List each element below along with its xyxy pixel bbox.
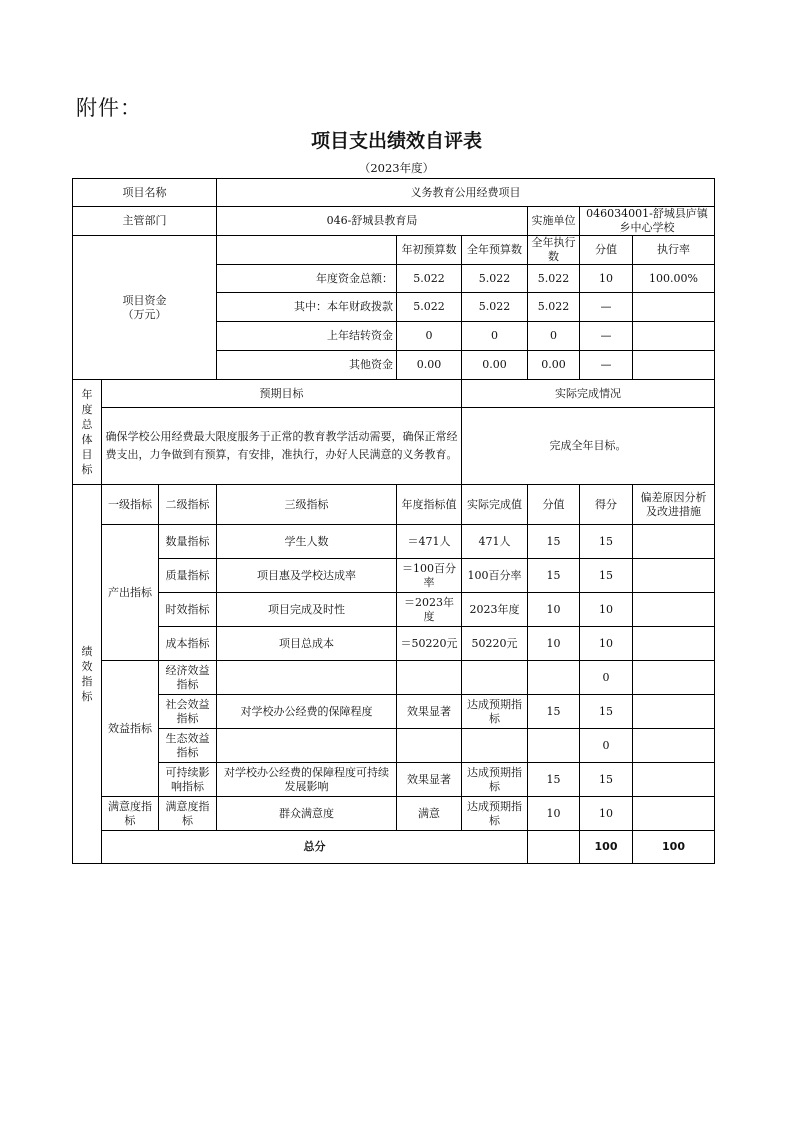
target-cell: [397, 729, 462, 763]
level3-cell: [217, 661, 397, 695]
target-cell: ＝471人: [397, 525, 462, 559]
indicator-row: [73, 559, 715, 593]
funds-row-label: 其中：本年财政拨款: [217, 293, 397, 322]
actual-result-text: 完成全年目标。: [462, 408, 715, 485]
indicator-header: 偏差原因分析及改进措施: [633, 485, 715, 525]
value-cell: 15: [528, 559, 580, 593]
reason-cell: [633, 729, 715, 763]
funds-header: 年初预算数: [397, 236, 462, 265]
funds-row-label: 年度资金总额：: [217, 265, 397, 293]
funds-init: 0: [397, 322, 462, 351]
indicator-header: 二级指标: [159, 485, 217, 525]
reason-cell: [633, 593, 715, 627]
funds-rate: [633, 293, 715, 322]
indicator-row: [73, 695, 715, 729]
funds-rate: [633, 351, 715, 380]
indicator-row: [73, 661, 715, 695]
actual-cell: 2023年度: [462, 593, 528, 627]
actual-cell: 达成预期指标: [462, 797, 528, 831]
value-cell: [528, 729, 580, 763]
level3-cell: [217, 729, 397, 763]
indicator-row: [73, 797, 715, 831]
reason-cell: [633, 763, 715, 797]
total-score: 100: [633, 831, 715, 864]
funds-rate: [633, 322, 715, 351]
funds-init: 0.00: [397, 351, 462, 380]
actual-cell: 471人: [462, 525, 528, 559]
funds-header: 执行率: [633, 236, 715, 265]
project-name-value: 义务教育公用经费项目: [217, 179, 715, 207]
target-cell: 效果显著: [397, 763, 462, 797]
level2-cell: 时效指标: [159, 593, 217, 627]
target-cell: ＝100百分率: [397, 559, 462, 593]
goals-side-label: 年度总体目标: [73, 380, 102, 485]
expected-goal-header: 预期目标: [102, 380, 462, 408]
value-cell: 10: [528, 797, 580, 831]
dept-label: 主管部门: [73, 207, 217, 236]
score-cell: 0: [580, 661, 633, 695]
level2-cell: 满意度指标: [159, 797, 217, 831]
output-indicator-label: 产出指标: [102, 525, 159, 661]
total-row: [73, 831, 715, 864]
funds-header: 全年执行数: [528, 236, 580, 265]
value-cell: 15: [528, 525, 580, 559]
indicator-row: [73, 763, 715, 797]
value-cell: 10: [528, 593, 580, 627]
funds-exec: 5.022: [528, 265, 580, 293]
project-name-row: [73, 179, 715, 207]
funds-exec: 0.00: [528, 351, 580, 380]
score-cell: 15: [580, 525, 633, 559]
actual-cell: 100百分率: [462, 559, 528, 593]
indicator-row: [73, 593, 715, 627]
department-row: [73, 207, 715, 236]
total-blank: [528, 831, 580, 864]
actual-cell: 50220元: [462, 627, 528, 661]
indicators-side-label: 绩效指标: [73, 485, 102, 864]
target-cell: ＝50220元: [397, 627, 462, 661]
actual-cell: 达成预期指标: [462, 763, 528, 797]
level3-cell: 项目惠及学校达成率: [217, 559, 397, 593]
indicator-header: 年度指标值: [397, 485, 462, 525]
actual-cell: [462, 729, 528, 763]
funds-annual: 0.00: [462, 351, 528, 380]
level2-cell: 数量指标: [159, 525, 217, 559]
unit-label: 实施单位: [528, 207, 580, 236]
satisfaction-indicator-label: 满意度指标: [102, 797, 159, 831]
indicator-header: 得分: [580, 485, 633, 525]
score-cell: 0: [580, 729, 633, 763]
indicators-header-row: [73, 485, 715, 525]
unit-value: 046034001-舒城县庐镇乡中心学校: [580, 207, 715, 236]
score-cell: 10: [580, 797, 633, 831]
funds-score-value: —: [580, 351, 633, 380]
funds-header-blank: [217, 236, 397, 265]
score-cell: 15: [580, 559, 633, 593]
level3-cell: 项目总成本: [217, 627, 397, 661]
indicator-row: [73, 729, 715, 763]
funds-label: 项目资金 （万元）: [73, 236, 217, 380]
total-value: 100: [580, 831, 633, 864]
funds-row-label: 其他资金: [217, 351, 397, 380]
goals-header-row: [73, 380, 715, 408]
reason-cell: [633, 695, 715, 729]
target-cell: ＝2023年度: [397, 593, 462, 627]
level3-cell: 对学校办公经费的保障程度: [217, 695, 397, 729]
benefit-indicator-label: 效益指标: [102, 661, 159, 797]
funds-score-value: 10: [580, 265, 633, 293]
level2-cell: 社会效益指标: [159, 695, 217, 729]
reason-cell: [633, 525, 715, 559]
value-cell: 10: [528, 627, 580, 661]
level3-cell: 项目完成及时性: [217, 593, 397, 627]
funds-header-row: [73, 236, 715, 265]
indicator-row: [73, 525, 715, 559]
page-title: 项目支出绩效自评表: [310, 130, 482, 152]
value-cell: 15: [528, 695, 580, 729]
dept-value: 046-舒城县教育局: [217, 207, 528, 236]
level2-cell: 可持续影响指标: [159, 763, 217, 797]
funds-exec: 0: [528, 322, 580, 351]
reason-cell: [633, 559, 715, 593]
actual-result-header: 实际完成情况: [462, 380, 715, 408]
target-cell: 效果显著: [397, 695, 462, 729]
value-cell: 15: [528, 763, 580, 797]
level3-cell: 群众满意度: [217, 797, 397, 831]
target-cell: 满意: [397, 797, 462, 831]
funds-row-label: 上年结转资金: [217, 322, 397, 351]
funds-annual: 5.022: [462, 293, 528, 322]
reason-cell: [633, 661, 715, 695]
level3-cell: 对学校办公经费的保障程度可持续发展影响: [217, 763, 397, 797]
level2-cell: 经济效益指标: [159, 661, 217, 695]
total-label: 总分: [102, 831, 528, 864]
actual-cell: 达成预期指标: [462, 695, 528, 729]
score-cell: 10: [580, 593, 633, 627]
target-cell: [397, 661, 462, 695]
expected-goal-text: 确保学校公用经费最大限度服务于正常的教育教学活动需要，确保正常经费支出，力争做到有预算，有安排，准执行，办好人民满意的义务教育。: [102, 408, 462, 485]
score-cell: 15: [580, 695, 633, 729]
year-label: （2023年度）: [358, 161, 435, 175]
indicator-row: [73, 627, 715, 661]
actual-cell: [462, 661, 528, 695]
reason-cell: [633, 797, 715, 831]
level2-cell: 成本指标: [159, 627, 217, 661]
funds-score-value: —: [580, 293, 633, 322]
value-cell: [528, 661, 580, 695]
funds-exec: 5.022: [528, 293, 580, 322]
funds-annual: 5.022: [462, 265, 528, 293]
indicator-header: 一级指标: [102, 485, 159, 525]
indicator-header: 分值: [528, 485, 580, 525]
indicator-header: 三级指标: [217, 485, 397, 525]
funds-annual: 0: [462, 322, 528, 351]
goals-content-row: [73, 408, 715, 485]
score-cell: 15: [580, 763, 633, 797]
indicator-header: 实际完成值: [462, 485, 528, 525]
evaluation-table: [72, 178, 715, 864]
funds-init: 5.022: [397, 265, 462, 293]
funds-header: 分值: [580, 236, 633, 265]
attachment-label: 附件：: [76, 96, 142, 120]
level2-cell: 质量指标: [159, 559, 217, 593]
funds-score-value: —: [580, 322, 633, 351]
level3-cell: 学生人数: [217, 525, 397, 559]
funds-rate: 100.00%: [633, 265, 715, 293]
funds-header: 全年预算数: [462, 236, 528, 265]
funds-init: 5.022: [397, 293, 462, 322]
level2-cell: 生态效益指标: [159, 729, 217, 763]
project-name-label: 项目名称: [73, 179, 217, 207]
score-cell: 10: [580, 627, 633, 661]
reason-cell: [633, 627, 715, 661]
